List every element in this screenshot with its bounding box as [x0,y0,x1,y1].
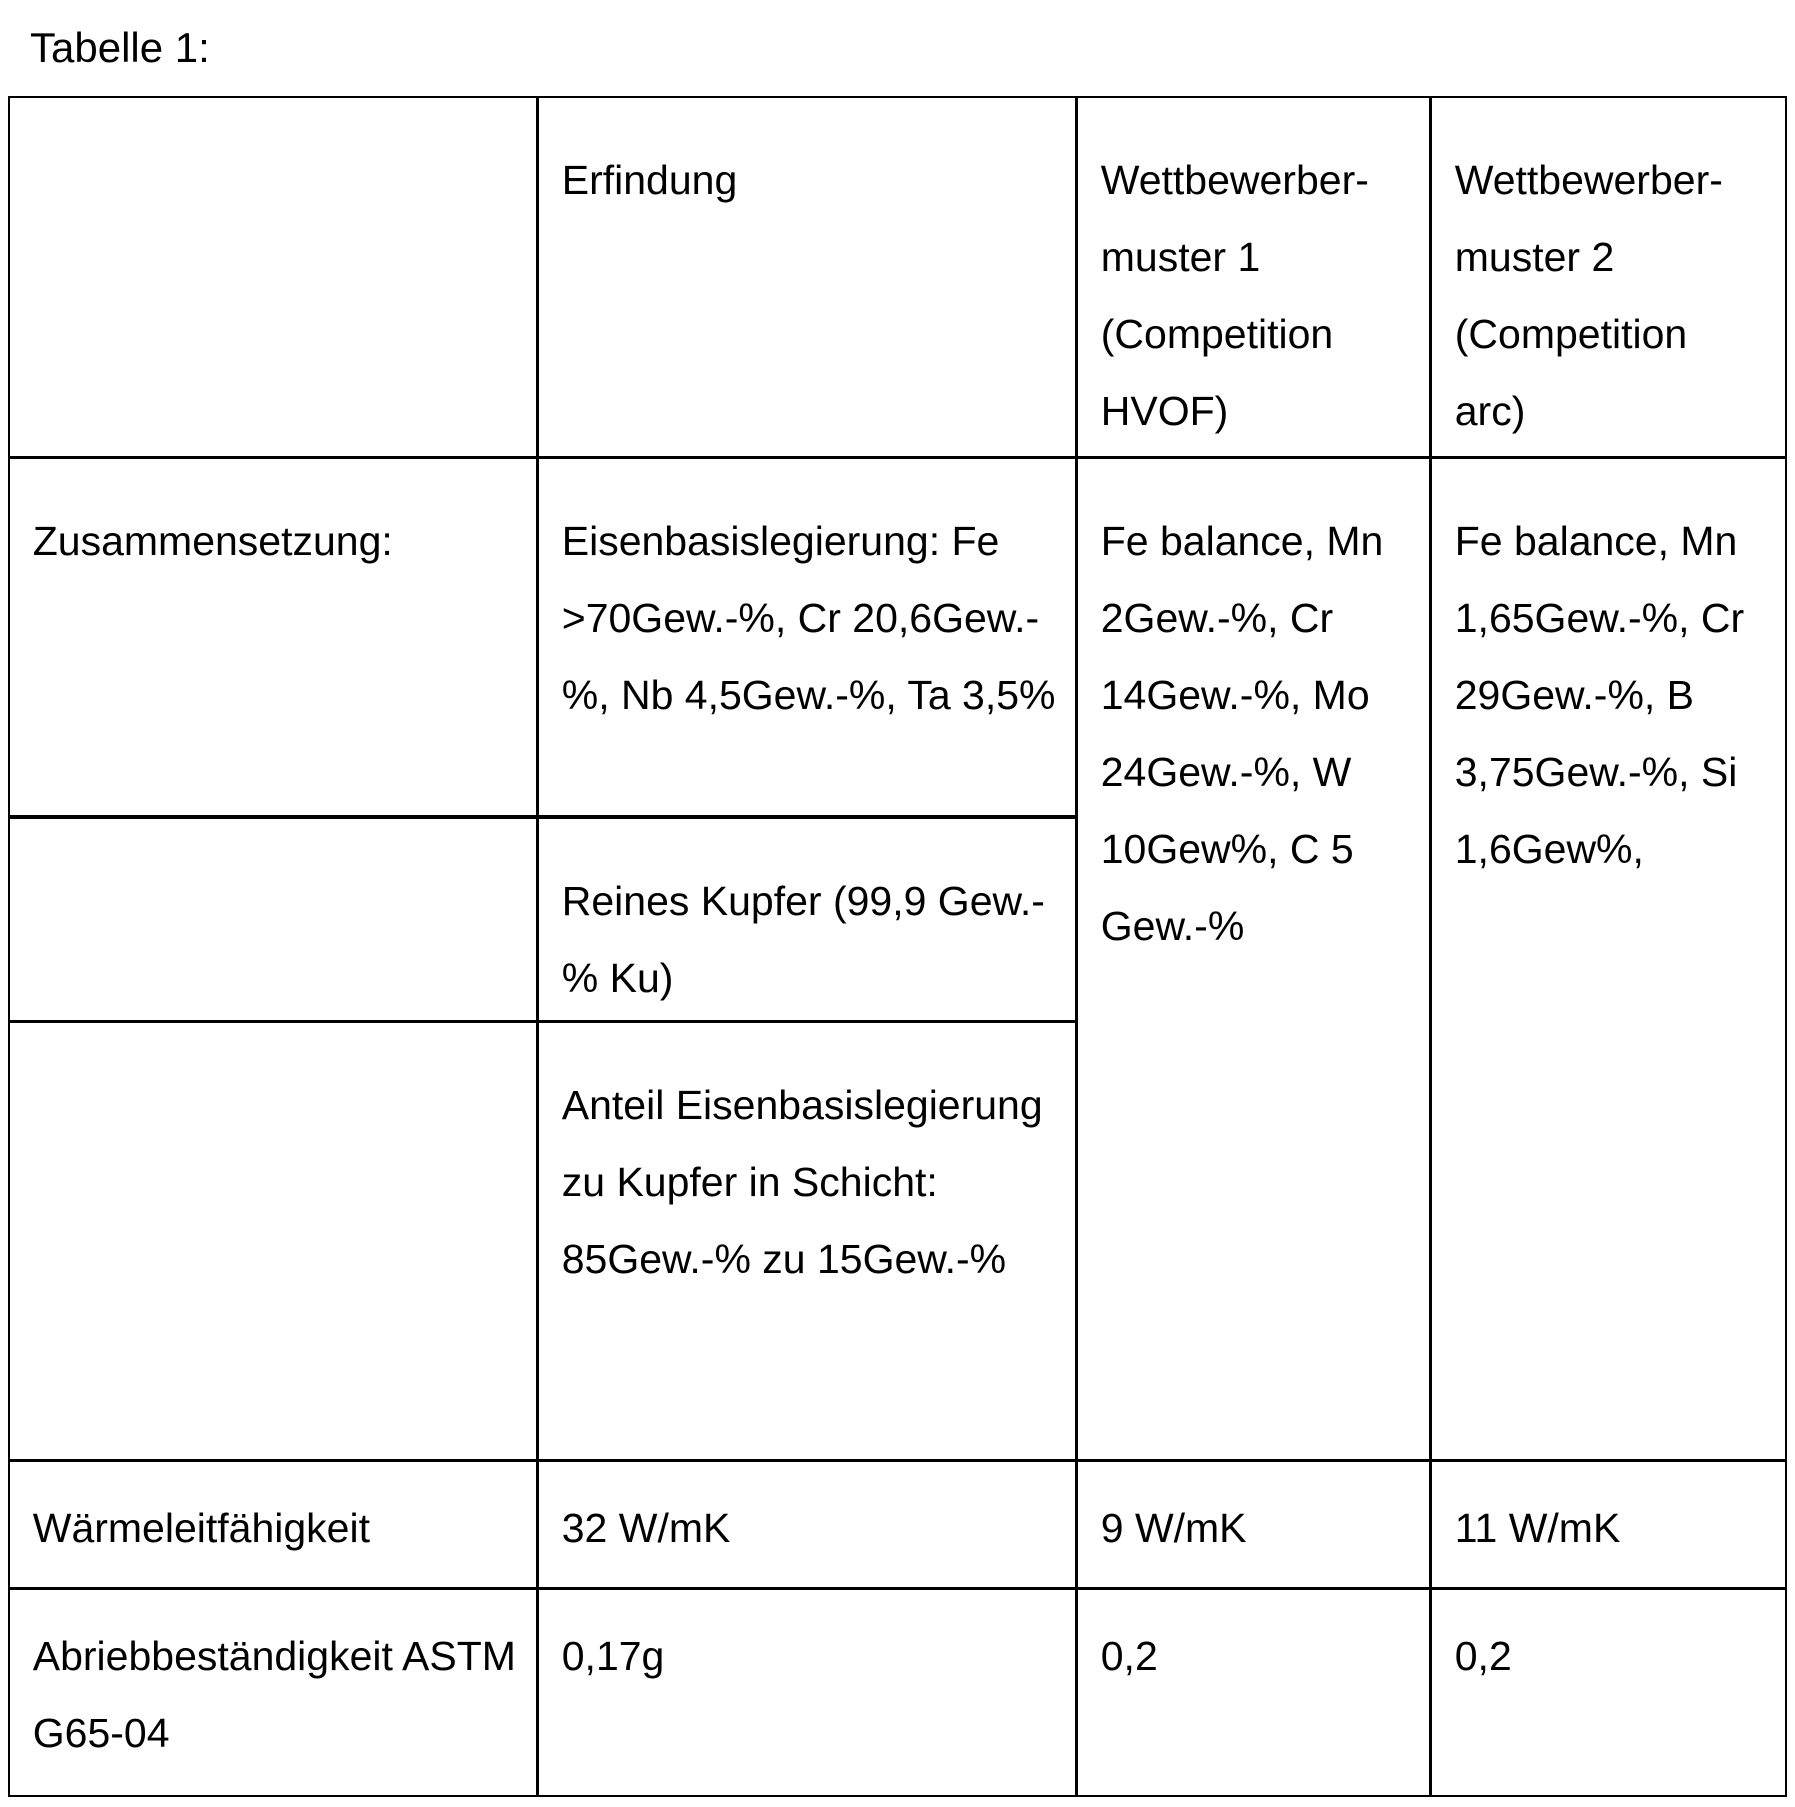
thermal-competitor-1-value: 9 W/mK [1101,1490,1419,1567]
abrasion-competitor-1-value: 0,2 [1101,1618,1419,1695]
empty-cell [8,817,538,1022]
thermal-competitor-2-cell [1430,1460,1787,1589]
invention-alloy-cell [537,457,1077,817]
abrasion-invention-value: 0,17g [562,1618,1065,1695]
abrasion-competitor-2-value: 0,2 [1455,1618,1775,1695]
composition-label-cell [8,457,538,817]
header-competitor-2 [1430,96,1787,458]
header-invention [537,96,1077,458]
invention-copper-cell [537,817,1077,1022]
abrasion-label-cell [8,1588,538,1797]
empty-cell [8,1021,538,1461]
header-competitor-1-text: Wettbewerber- muster 1 (Competition HVOF) [1101,142,1419,450]
competitor-2-composition-cell [1430,457,1787,1461]
abrasion-competitor-2-cell [1430,1588,1787,1797]
thermal-invention-value: 32 W/mK [562,1490,1065,1567]
composition-label: Zusammensetzung: [33,503,526,580]
thermal-label-cell [8,1460,538,1589]
header-invention-text: Erfindung [562,142,1065,219]
competitor-1-composition-cell [1076,457,1431,1461]
abrasion-competitor-1-cell [1076,1588,1431,1797]
header-empty-cell [8,96,538,458]
invention-ratio-text: Anteil Eisenbasislegierung zu Kupfer in Schicht: 85Gew.-% zu 15Gew.-% [562,1067,1065,1298]
thermal-invention-cell [537,1460,1077,1589]
competitor-2-composition-text: Fe balance, Mn 1,65Gew.-%, Cr 29Gew.-%, B 3,75Gew.-%, Si 1,6Gew%, [1455,503,1775,888]
abrasion-label: Abriebbeständigkeit ASTM G65-04 [33,1618,526,1772]
thermal-competitor-1-cell [1076,1460,1431,1589]
invention-copper-text: Reines Kupfer (99,9 Gew.-% Ku) [562,863,1065,1017]
abrasion-invention-cell [537,1588,1077,1797]
table-caption: Tabelle 1: [30,22,210,74]
invention-ratio-cell [537,1021,1077,1461]
header-competitor-2-text: Wettbewerber- muster 2 (Competition arc) [1455,142,1775,450]
thermal-competitor-2-value: 11 W/mK [1455,1490,1775,1567]
thermal-label: Wärmeleitfähigkeit [33,1490,526,1567]
invention-alloy-text: Eisenbasislegierung: Fe >70Gew.-%, Cr 20,6Gew.-%, Nb 4,5Gew.-%, Ta 3,5% [562,503,1065,734]
header-competitor-1 [1076,96,1431,458]
competitor-1-composition-text: Fe balance, Mn 2Gew.-%, Cr 14Gew.-%, Mo 24Gew.-%, W 10Gew%, C 5 Gew.-% [1101,503,1419,965]
